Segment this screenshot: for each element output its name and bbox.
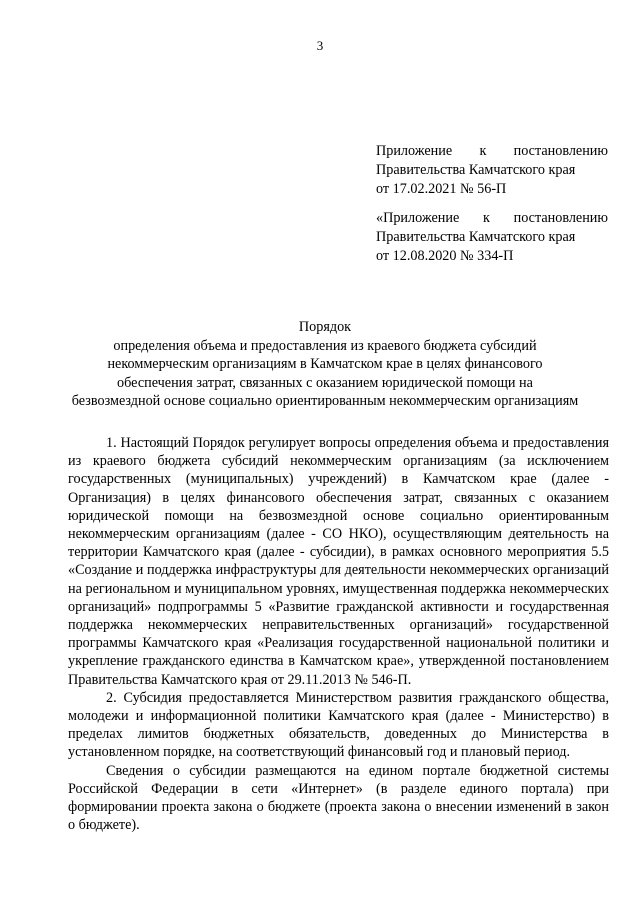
paragraph-3: Сведения о субсидии размещаются на едином портале бюджетной системы Российской Федерации в сети «Интернет» (в разделе единого портала) при формировании проекта закона о бюджете (проекта закона о внесении изменений в закон о бюджете).: [68, 762, 609, 834]
title-line-4: безвозмездной основе социально ориентированным некоммерческим организациям: [71, 393, 579, 410]
paragraph-1: 1. Настоящий Порядок регулирует вопросы определения объема и предоставления из краевого бюджета субсидий некоммерческим организациям (за исключением государственных (муниципальных) учреждений) в Камчатском крае (далее - Организация) в целях финансового обеспечения затрат, связанных с оказанием юридической помощи на безвозмездной основе социально ориентированным некоммерческим организациям (далее - СО НКО), осуществляющим деятельность на территории Камчатского края (далее - субсидии), в рамках основного мероприятия 5.5 «Создание и поддержка инфраструктуры для деятельности некоммерческих организаций на региональном и муниципальном уровнях, имущественная поддержка некоммерческих организаций» подпрограммы 5 «Развитие гражданской активности и государственная поддержка некоммерческих неправительственных организаций» государственной программы Камчатского края «Реализация государственной национальной политики и укрепление гражданского единства в Камчатском крае», утвержденной постановлением Правительства Камчатского края от 29.11.2013 № 546-П.: [68, 435, 609, 688]
appendix-current-line-1: [376, 142, 608, 161]
appendix-original-line-3: от 12.08.2020 № 334-П: [376, 248, 514, 264]
appendix-current-line-3: от 17.02.2021 № 56-П: [376, 181, 507, 197]
title-line-2: некоммерческим организациям в Камчатском крае в целях финансового: [107, 356, 543, 373]
document-body: [68, 434, 609, 834]
appendix-original-line-1: [376, 209, 608, 228]
appendix-current-word-1: Приложение: [376, 143, 453, 159]
appendix-current-word-2: к: [479, 143, 487, 159]
appendix-original-word-3: постановлению: [513, 210, 608, 226]
appendix-current-reference: [376, 142, 608, 199]
title-heading: Порядок: [298, 319, 352, 335]
appendix-current-line-2: Правительства Камчатского края: [376, 162, 576, 178]
paragraph-2: 2. Субсидия предоставляется Министерством развития гражданского общества, молодежи и информационной политики Камчатского края (далее - Министерство) в пределах лимитов бюджетных обязательств, доведенных до Министерства в установленном порядке, на соответствующий финансовый год и плановый период.: [68, 689, 609, 761]
document-title: [40, 318, 610, 411]
appendix-original-reference: [376, 209, 608, 266]
title-line-1: определения объема и предоставления из краевого бюджета субсидий: [113, 337, 537, 354]
page-number: 3: [316, 38, 324, 53]
appendix-original-line-2: Правительства Камчатского края: [376, 229, 576, 245]
appendix-original-word-2: к: [482, 210, 490, 226]
appendix-current-word-3: постановлению: [513, 143, 608, 159]
appendix-original-word-1: «Приложение: [376, 210, 460, 226]
title-line-3: обеспечения затрат, связанных с оказанием юридической помощи на: [117, 374, 533, 391]
